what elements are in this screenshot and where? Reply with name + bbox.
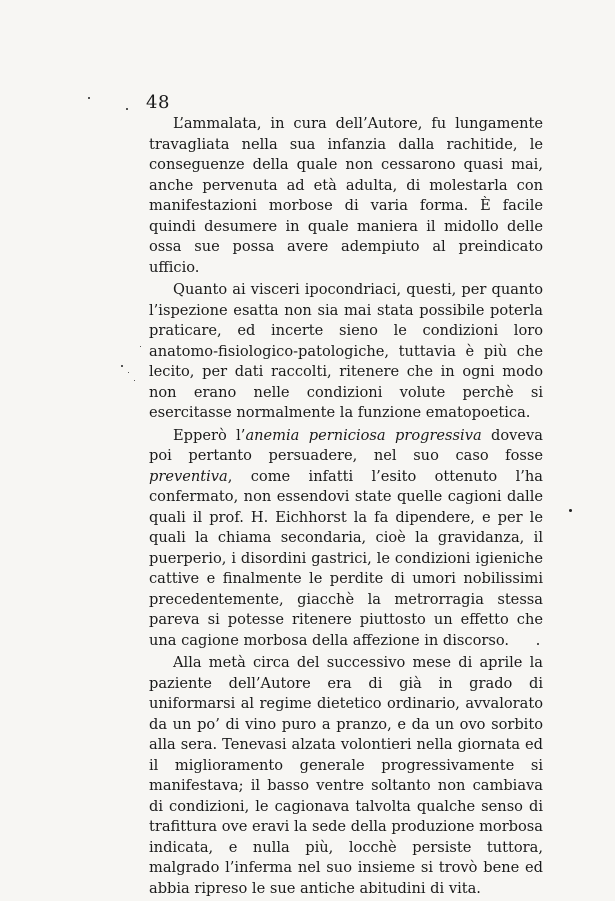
paragraph-3-part-2: doveva poi pertanto persuadere, nel suo caso fosse: [149, 426, 543, 464]
body-text: [149, 114, 543, 901]
paragraph-3-part-3: , come infatti l’esito ottenuto l’ha confermato, non essendovi state quelle cagioni dalle quali il prof. H. Eichhorst la fa dipendere, e per le quali la chiama secondaria, cioè la gravidanza, il puerperio, i disordini gastrici, le condizioni igieniche cattive e finalmente le perdite di umori nobilissimi precedentemente, giacchè la metrorragia stessa pareva si potesse ritenere piuttosto un effetto che una cagione morbosa della affezione in discorso.: [149, 467, 543, 649]
scan-speck: [121, 365, 123, 367]
paragraph-3: [149, 426, 543, 652]
scan-speck: [140, 346, 141, 347]
paragraph-3-part-1: Epperò l’: [173, 426, 246, 444]
page-number: 48: [146, 92, 170, 113]
paragraph-4: Alla metà circa del successivo mese di aprile la paziente dell’Autore era di già in grado di uniformarsi al regime dietetico ordinario, avvalorato da un po’ di vino puro a pranzo, e da un ovo sorbito alla sera. Tenevasi alzata volontieri nella giornata ed il miglioramento generale progressivamente si manifestava; il basso ventre soltanto non cambiava di condizioni, le cagionava talvolta qualche senso di trafittura ove eravi la sede della produzione morbosa indicata, e nulla più, locchè persiste tuttora, malgrado l’inferma nel suo insieme si trovò bene ed abbia ripreso le sue antiche abitudini di vita.: [149, 654, 543, 897]
paragraph-1: L’ammalata, in cura dell’Autore, fu lungamente travagliata nella sua infanzia dalla rachitide, le conseguenze della quale non cessarono quasi mai, anche pervenuta ad età adulta, di molestarla con manifestazioni morbose di varia forma. È facile quindi desumere in quale maniera il midollo delle ossa sue possa avere adempiuto al preindicato ufficio.: [149, 115, 543, 276]
scan-speck: [537, 643, 539, 645]
scan-speck: [569, 509, 572, 512]
paragraph-2: Quanto ai visceri ipocondriaci, questi, per quanto l’ispezione esatta non sia mai stata possibile poterla praticare, ed incerte sieno le condizioni loro anatomo-fisiologico-patologiche, tuttavia è più che lecito, per dati raccolti, ritenere che in ogni modo non erano nelle condizioni volute perchè si esercitasse normalmente la funzione ematopoetica.: [149, 281, 543, 421]
scan-speck: [126, 108, 128, 110]
scan-speck: [134, 380, 135, 381]
scan-speck: [88, 97, 90, 99]
scan-speck: [128, 372, 129, 373]
italic-term-anemia: anemia perniciosa progressiva: [245, 426, 482, 444]
italic-term-preventiva: preventiva: [149, 467, 228, 485]
